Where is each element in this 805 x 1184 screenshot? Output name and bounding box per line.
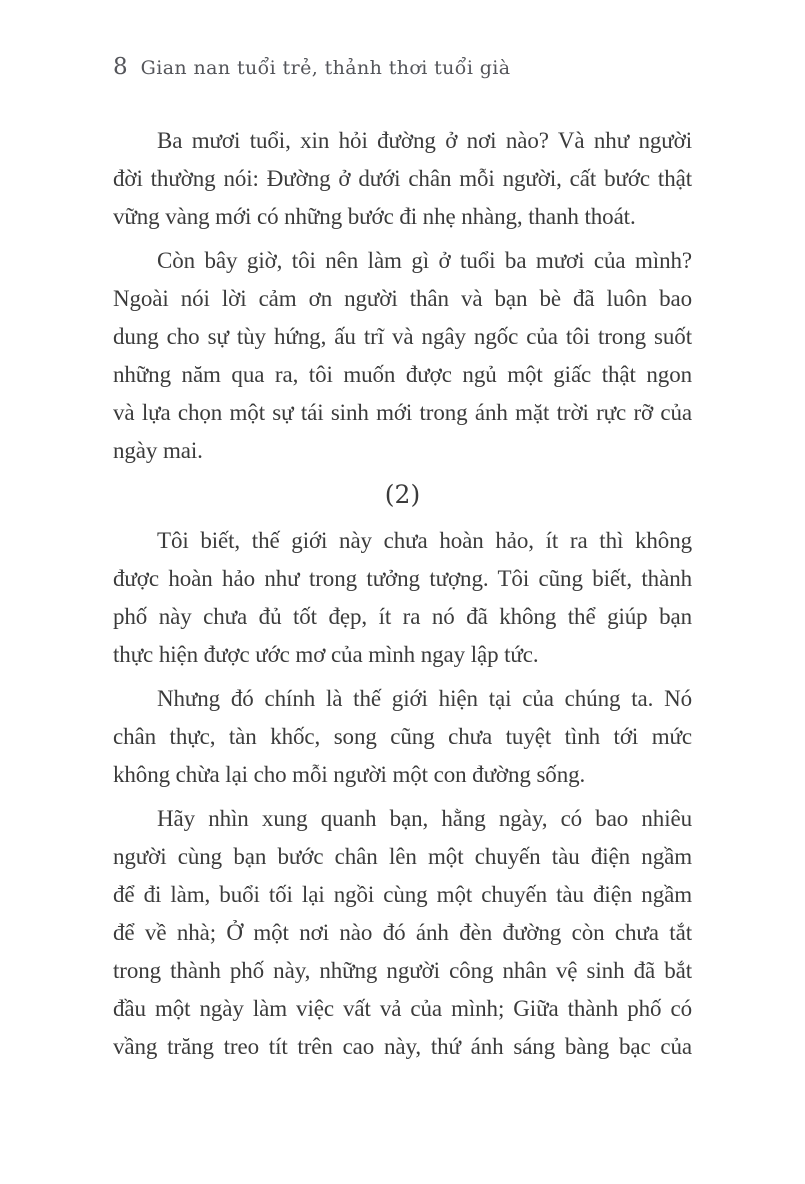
text-line: người cùng bạn bước chân lên một chuyến tàu điện ngầm: [113, 844, 692, 869]
paragraph: [113, 122, 692, 236]
text-line: vững vàng mới có những bước đi nhẹ nhàng, thanh thoát.: [113, 204, 636, 229]
text-line: được hoàn hảo như trong tưởng tượng. Tôi cũng biết, thành: [113, 566, 692, 591]
text-line: chân thực, tàn khốc, song cũng chưa tuyệt tình tới mức: [113, 724, 692, 749]
text-line: để về nhà; Ở một nơi nào đó ánh đèn đường còn chưa tắt: [113, 920, 692, 945]
text-line: không chừa lại cho mỗi người một con đường sống.: [113, 762, 586, 787]
running-header: [113, 56, 692, 86]
text-line: Ba mươi tuổi, xin hỏi đường ở nơi nào? Và như người: [157, 128, 692, 153]
text-line: thực hiện được ước mơ của mình ngay lập tức.: [113, 642, 539, 667]
text-line: vầng trăng treo tít trên cao này, thứ ánh sáng bàng bạc của: [113, 1034, 692, 1059]
text-line: Hãy nhìn xung quanh bạn, hằng ngày, có bao nhiêu: [157, 806, 692, 831]
paragraph: [113, 680, 692, 794]
text-line: đời thường nói: Đường ở dưới chân mỗi người, cất bước thật: [113, 166, 692, 191]
text-line: Còn bây giờ, tôi nên làm gì ở tuổi ba mươi của mình?: [157, 248, 692, 273]
text-line: phố này chưa đủ tốt đẹp, ít ra nó đã không thể giúp bạn: [113, 604, 692, 629]
text-line: ngày mai.: [113, 438, 203, 463]
running-title: Gian nan tuổi trẻ, thảnh thơi tuổi già: [140, 57, 511, 79]
text-line: dung cho sự tùy hứng, ấu trĩ và ngây ngốc của tôi trong suốt: [113, 324, 692, 349]
page-number: 8: [113, 54, 128, 80]
section-marker: (2): [384, 480, 421, 509]
text-line: và lựa chọn một sự tái sinh mới trong ánh mặt trời rực rỡ của: [113, 400, 692, 425]
text-line: những năm qua ra, tôi muốn được ngủ một giấc thật ngon: [113, 362, 692, 387]
paragraph: [113, 522, 692, 674]
text-line: trong thành phố này, những người công nhân vệ sinh đã bắt: [113, 958, 692, 983]
paragraph: [113, 800, 692, 1066]
text-line: Nhưng đó chính là thế giới hiện tại của chúng ta. Nó: [157, 686, 692, 711]
text-line: Tôi biết, thế giới này chưa hoàn hảo, ít ra thì không: [157, 528, 692, 553]
text-line: Ngoài nói lời cảm ơn người thân và bạn bè đã luôn bao: [113, 286, 692, 311]
paragraph: [113, 242, 692, 470]
text-body: [113, 122, 692, 1066]
text-line: đầu một ngày làm việc vất vả của mình; Giữa thành phố có: [113, 996, 692, 1021]
text-line: để đi làm, buổi tối lại ngồi cùng một chuyến tàu điện ngầm: [113, 882, 692, 907]
